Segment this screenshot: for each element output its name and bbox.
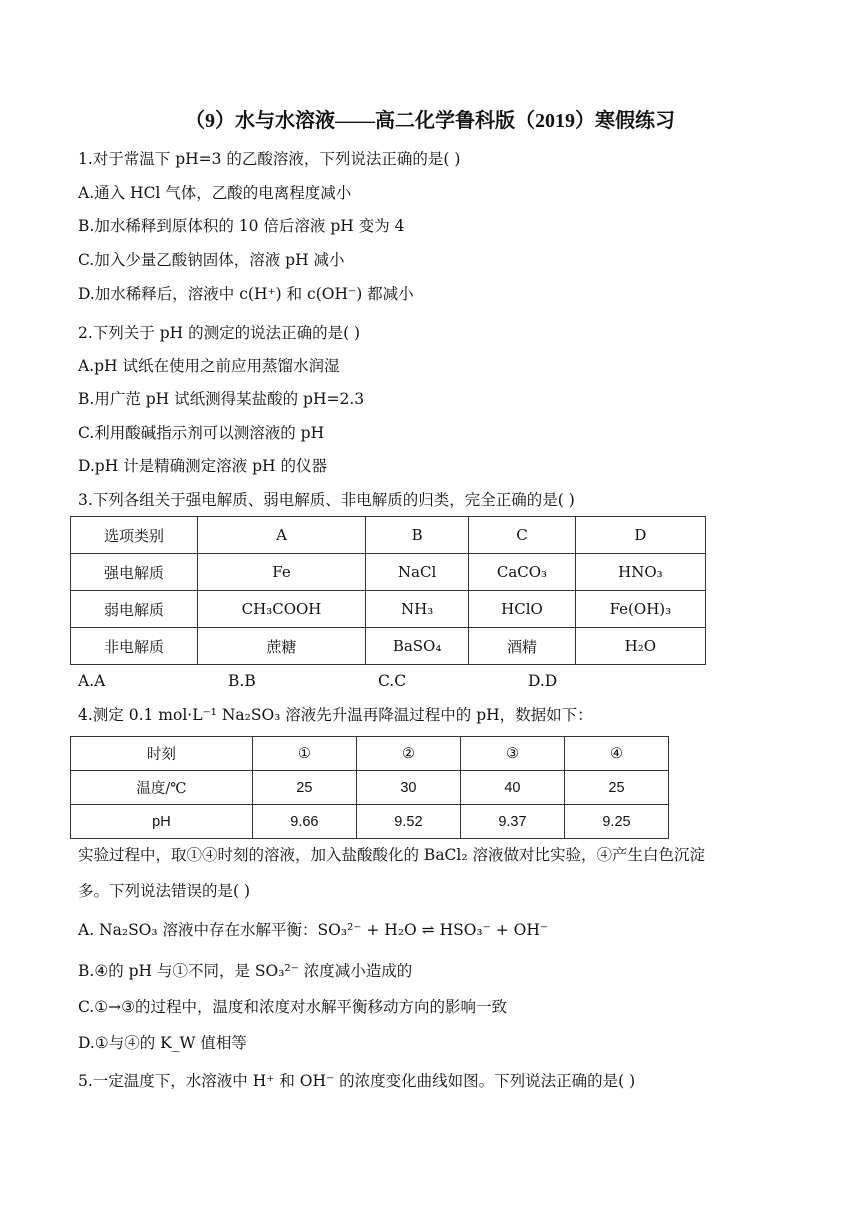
table-cell: 25	[252, 771, 356, 805]
q4-text-2: 多。下列说法错误的是( )	[78, 882, 251, 900]
table-cell: 25	[564, 771, 668, 805]
table-cell: 9.25	[564, 805, 668, 839]
table-cell: CH₃COOH	[198, 591, 366, 628]
table-row	[71, 771, 669, 805]
table-cell: A	[198, 517, 366, 554]
table-row	[71, 805, 669, 839]
table-cell: 酒精	[469, 628, 576, 665]
table-cell: 30	[356, 771, 460, 805]
q3-option-c: C.C	[378, 672, 407, 690]
table-cell: 弱电解质	[71, 591, 198, 628]
table-cell: 9.37	[460, 805, 564, 839]
q4-table	[70, 736, 669, 839]
table-cell: 40	[460, 771, 564, 805]
table-cell: C	[469, 517, 576, 554]
table-cell: ②	[356, 737, 460, 771]
q1-option-c: C.加入少量乙酸钠固体，溶液 pH 减小	[78, 251, 345, 269]
table-cell: 非电解质	[71, 628, 198, 665]
q2-option-d: D.pH 计是精确测定溶液 pH 的仪器	[78, 457, 327, 475]
table-cell: ①	[252, 737, 356, 771]
q3-stem: 3.下列各组关于强电解质、弱电解质、非电解质的归类，完全正确的是( )	[78, 491, 575, 509]
table-cell: CaCO₃	[469, 554, 576, 591]
q4-text-1: 实验过程中，取①④时刻的溶液，加入盐酸酸化的 BaCl₂ 溶液做对比实验，④产生白色沉淀	[78, 846, 706, 864]
q2-stem: 2.下列关于 pH 的测定的说法正确的是( )	[78, 324, 361, 342]
table-cell: NaCl	[366, 554, 469, 591]
q2-option-c: C.利用酸碱指示剂可以测溶液的 pH	[78, 424, 325, 442]
table-cell: 9.66	[252, 805, 356, 839]
table-cell: Fe(OH)₃	[575, 591, 705, 628]
q1-option-b: B.加水稀释到原体积的 10 倍后溶液 pH 变为 4	[78, 217, 405, 235]
table-cell: HClO	[469, 591, 576, 628]
table-cell: pH	[71, 805, 253, 839]
table-cell: 选项类别	[71, 517, 198, 554]
q4-stem: 4.测定 0.1 mol·L⁻¹ Na₂SO₃ 溶液先升温再降温过程中的 pH，数据如下：	[78, 706, 593, 724]
table-cell: 9.52	[356, 805, 460, 839]
table-cell: H₂O	[575, 628, 705, 665]
table-cell: 蔗糖	[198, 628, 366, 665]
table-cell: ③	[460, 737, 564, 771]
q3-table	[70, 516, 706, 665]
table-cell: Fe	[198, 554, 366, 591]
table-cell: 强电解质	[71, 554, 198, 591]
q2-option-b: B.用广范 pH 试纸测得某盐酸的 pH=2.3	[78, 390, 365, 408]
q3-option-d: D.D	[528, 672, 558, 690]
q3-option-b: B.B	[228, 672, 256, 690]
table-cell: 时刻	[71, 737, 253, 771]
table-row	[71, 737, 669, 771]
table-cell: BaSO₄	[366, 628, 469, 665]
q4-option-d: D.①与④的 K_W 值相等	[78, 1034, 247, 1052]
table-row	[71, 517, 706, 554]
table-row	[71, 554, 706, 591]
q4-option-b: B.④的 pH 与①不同，是 SO₃²⁻ 浓度减小造成的	[78, 962, 413, 980]
table-cell: HNO₃	[575, 554, 705, 591]
q3-option-a: A.A	[78, 672, 106, 690]
table-cell: NH₃	[366, 591, 469, 628]
q1-option-a: A.通入 HCl 气体，乙酸的电离程度减小	[78, 184, 352, 202]
table-cell: D	[575, 517, 705, 554]
table-cell: 温度/℃	[71, 771, 253, 805]
q4-option-a: A. Na₂SO₃ 溶液中存在水解平衡：SO₃²⁻ + H₂O ⇌ HSO₃⁻ + OH⁻	[78, 921, 549, 939]
q1-stem: 1.对于常温下 pH=3 的乙酸溶液，下列说法正确的是( )	[78, 150, 461, 168]
table-row	[71, 591, 706, 628]
q5-stem: 5.一定温度下，水溶液中 H⁺ 和 OH⁻ 的浓度变化曲线如图。下列说法正确的是( )	[78, 1072, 636, 1090]
page-title: （9）水与水溶液——高二化学鲁科版（2019）寒假练习	[185, 110, 675, 132]
q1-option-d: D.加水稀释后，溶液中 c(H⁺) 和 c(OH⁻) 都减小	[78, 285, 414, 303]
q4-option-c: C.①→③的过程中，温度和浓度对水解平衡移动方向的影响一致	[78, 998, 508, 1016]
table-cell: B	[366, 517, 469, 554]
q2-option-a: A.pH 试纸在使用之前应用蒸馏水润湿	[78, 357, 340, 375]
table-row	[71, 628, 706, 665]
table-cell: ④	[564, 737, 668, 771]
